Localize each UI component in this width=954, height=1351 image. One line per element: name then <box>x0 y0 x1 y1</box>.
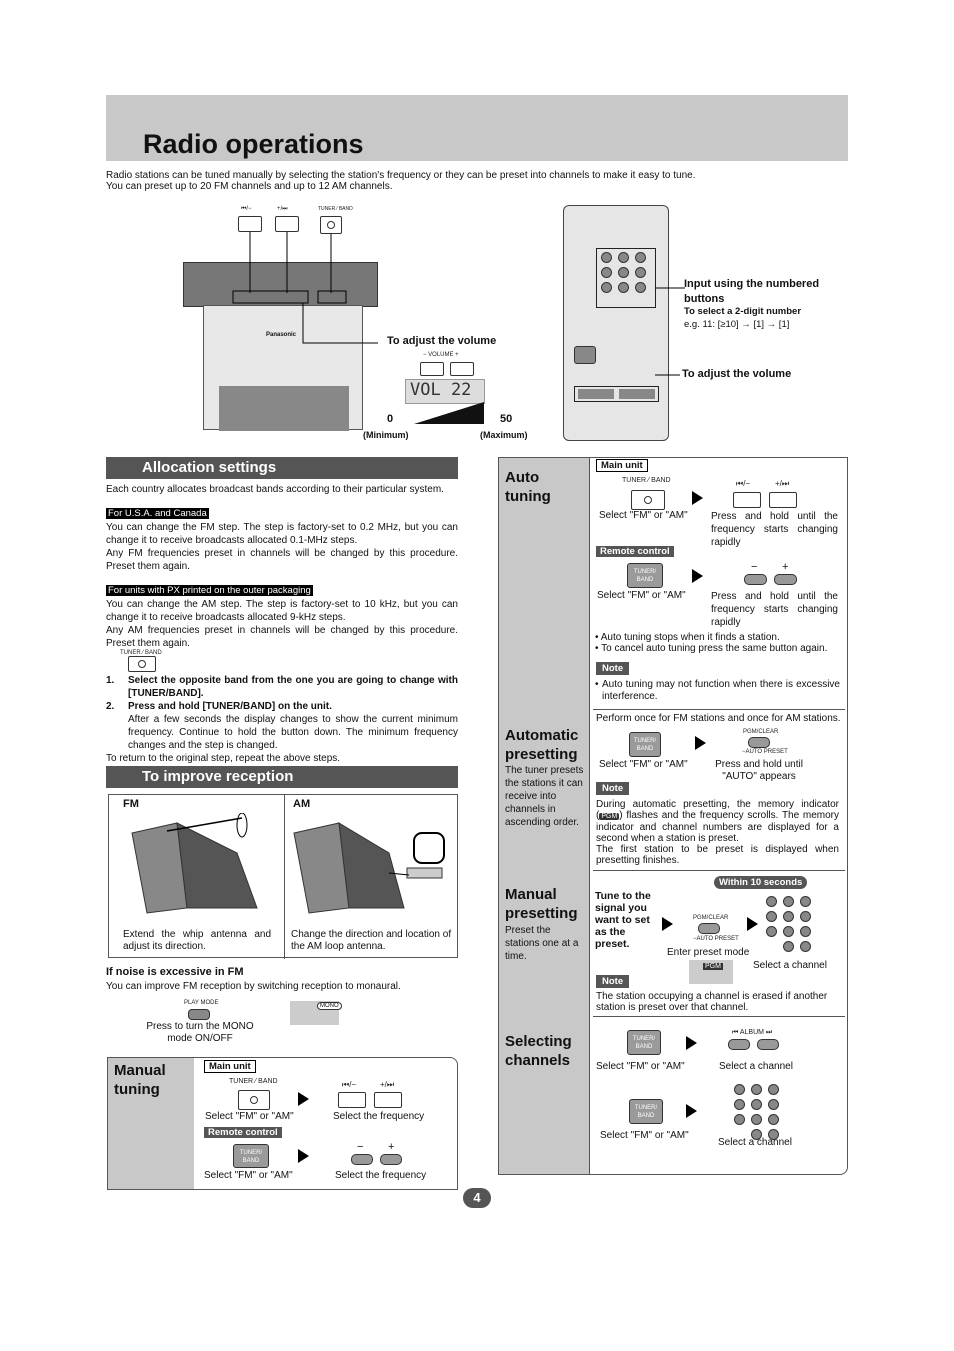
auto-tuning-title: Auto tuning <box>505 469 551 505</box>
ap-note-text: During automatic presetting, the memory indicator ( PGM ) flashes and the frequency scrolls. The memory indicator and channel numbers are displayed for a second when a station is preset. The first station to be preset is displayed when presetting finishes. <box>596 799 839 866</box>
ap-pgm-clear-label: PGM/CLEAR <box>743 729 779 735</box>
remote-vol-down[interactable] <box>578 389 614 399</box>
reception-heading: To improve reception <box>106 766 458 788</box>
fm-label: FM <box>123 798 139 810</box>
at-arrow-1 <box>692 491 703 505</box>
numbered-buttons-label: Input using the numbered buttons <box>684 278 820 305</box>
mt-frequency-1: Select the frequency <box>333 1111 425 1122</box>
at-remote-tuner-button[interactable]: TUNER/ BAND <box>627 563 663 588</box>
at-remote-plus-button[interactable] <box>774 574 797 585</box>
mt-remote-tuner-button[interactable]: TUNER/ BAND <box>233 1144 269 1168</box>
intro-text <box>106 170 848 192</box>
sc-channel-1: Select a channel <box>719 1061 793 1072</box>
at-bullet-1: • Auto tuning stops when it finds a station. <box>595 632 780 643</box>
at-skip-fwd-label: +/⏭ <box>775 479 790 488</box>
fm-caption: Extend the whip antenna and adjust its direction. <box>123 929 271 952</box>
noise-text: You can improve FM reception by switching reception to monaural. <box>106 981 401 992</box>
sc-arrow-2 <box>686 1104 697 1118</box>
px-paragraph-2: Any AM frequencies preset in channels will be changed by this procedure. Preset them again. <box>106 625 458 649</box>
manual-preset-title: Manual presetting <box>505 886 578 922</box>
mt-skip-back-label: ⏮/− <box>342 1080 357 1089</box>
tuner-band-label: TUNER ⁄ BAND <box>318 206 353 212</box>
intro-line-1: Radio stations can be tuned manually by selecting the station's frequency or they can be preset into channels to make it easy to tune. <box>106 170 696 181</box>
mt-remote-minus-button[interactable] <box>351 1154 373 1165</box>
max-label: (Maximum) <box>480 430 528 440</box>
usa-tag: For U.S.A. and Canada <box>108 508 207 519</box>
at-plus: + <box>782 561 789 573</box>
min-label: (Minimum) <box>363 430 409 440</box>
two-digit-label: To select a 2-digit number <box>684 306 802 317</box>
mt-minus: − <box>357 1141 364 1153</box>
remote-volume-box <box>574 386 659 402</box>
at-select-2: Select "FM" or "AM" <box>597 590 686 601</box>
mp-pgm-indicator: PGM <box>705 963 721 970</box>
mt-frequency-2: Select the frequency <box>335 1170 427 1181</box>
two-digit-example: e.g. 11: [≥10] → [1] → [1] <box>684 319 790 330</box>
mt-select-2: Select "FM" or "AM" <box>204 1170 293 1181</box>
ap-select: Select "FM" or "AM" <box>599 759 688 770</box>
remote-control-figure <box>563 205 669 441</box>
remote-volume-label: To adjust the volume <box>682 368 792 380</box>
step-2-detail: After a few seconds the display changes to show the current minimum frequency. Continue to hold the button down. The minimum frequency changes and the step is changed. <box>128 714 458 751</box>
unit-base <box>219 386 349 431</box>
mp-number-keypad[interactable] <box>763 894 817 954</box>
mp-note-label: Note <box>596 975 629 988</box>
play-mode-label: PLAY MODE <box>184 1000 219 1006</box>
allocation-section <box>106 483 458 765</box>
sc-number-keypad[interactable] <box>731 1082 785 1142</box>
mp-auto-preset-label: −AUTO PRESET <box>693 936 739 942</box>
volume-ramp <box>414 402 484 424</box>
noise-heading: If noise is excessive in FM <box>106 966 244 978</box>
remote-vol-up[interactable] <box>619 389 655 399</box>
at-minus: − <box>751 561 758 573</box>
volume-display: VOL 22 <box>405 379 485 404</box>
mp-select-channel: Select a channel <box>753 960 827 971</box>
at-remote-label: Remote control <box>596 546 674 557</box>
mt-skip-fwd-label: +/⏭ <box>380 1080 395 1089</box>
mono-display <box>290 1001 339 1025</box>
sc-album-up-button[interactable] <box>757 1039 779 1050</box>
at-note-text: • Auto tuning may not function when there is excessive interference. <box>595 679 840 702</box>
mt-remote-label: Remote control <box>204 1127 282 1138</box>
at-note-label: Note <box>596 662 629 675</box>
manual-tuning-title: Manual tuning <box>114 1062 166 1098</box>
step-2: 2. Press and hold [TUNER/BAND] on the unit. <box>106 701 332 712</box>
usa-paragraph-2: Any FM frequencies preset in channels will be changed by this procedure. Preset them again. <box>106 548 458 572</box>
mt-main-unit-label: Main unit <box>204 1060 256 1073</box>
main-unit-figure <box>183 205 378 430</box>
sc-arrow-1 <box>686 1036 697 1050</box>
manual-tuning-side <box>108 1058 194 1189</box>
sc-select-2: Select "FM" or "AM" <box>600 1130 689 1141</box>
mono-indicator: MONO <box>317 1002 342 1010</box>
sc-tuner-button-1[interactable]: TUNER/ BAND <box>627 1030 661 1055</box>
sc-select-1: Select "FM" or "AM" <box>596 1061 685 1072</box>
at-tuner-band-button[interactable] <box>631 490 665 510</box>
manual-preset-side-text: Preset the stations one at a time. <box>505 925 579 962</box>
am-loop-antenna-illustration <box>289 813 454 923</box>
alloc-tuner-band-button[interactable] <box>128 656 156 672</box>
sc-tuner-button-2[interactable]: TUNER/ BAND <box>629 1099 663 1124</box>
reception-figure-box <box>108 794 458 958</box>
page-number: 4 <box>463 1188 491 1208</box>
volume-max-value: 50 <box>500 413 513 425</box>
selecting-title: Selecting channels <box>505 1033 572 1069</box>
within-10-seconds-badge: Within 10 seconds <box>714 876 807 889</box>
title-banner <box>106 95 848 161</box>
mp-pgm-clear-button[interactable] <box>698 923 720 934</box>
mp-enter-preset: Enter preset mode <box>667 947 750 958</box>
am-label: AM <box>293 798 311 810</box>
at-hold-2: Press and hold until the frequency starts changing rapidly <box>711 591 838 628</box>
sc-channel-2: Select a channel <box>718 1137 792 1148</box>
ap-hold: Press and hold until "AUTO" appears <box>715 759 803 782</box>
ap-arrow <box>695 736 706 750</box>
am-caption: Change the direction and location of the AM loop antenna. <box>291 929 452 952</box>
usa-paragraph-1: You can change the FM step. The step is factory-set to 0.2 MHz, but you can change it to receive broadcasts allocated 0.1-MHz steps. <box>106 522 458 546</box>
at-hold-1: Press and hold until the frequency starts changing rapidly <box>711 511 838 548</box>
at-skip-fwd-button[interactable] <box>769 492 797 508</box>
ap-note-label: Note <box>596 782 629 795</box>
at-select-1: Select "FM" or "AM" <box>599 510 688 521</box>
connector-lines <box>183 205 378 355</box>
mp-note-text: The station occupying a channel is erased if another station is preset over that channel. <box>596 991 828 1013</box>
ap-pgm-clear-button[interactable] <box>748 737 770 748</box>
mp-arrow-2 <box>747 917 758 931</box>
allocation-heading: Allocation settings <box>106 457 458 479</box>
px-tag: For units with PX printed on the outer packaging <box>108 585 311 596</box>
play-mode-button[interactable] <box>188 1009 210 1020</box>
at-main-unit-label: Main unit <box>596 459 648 472</box>
volume-min-value: 0 <box>387 413 394 425</box>
mt-tuner-band-button[interactable] <box>238 1090 270 1110</box>
fm-antenna-illustration <box>127 813 277 923</box>
pgm-indicator-icon: PGM <box>601 813 618 820</box>
auto-preset-side-text: The tuner presets the stations it can receive into channels in ascending order. <box>505 765 584 828</box>
return-instructions: To return to the original step, repeat the above steps. <box>106 753 341 764</box>
manual-tuning-box <box>107 1057 458 1190</box>
allocation-lead: Each country allocates broadcast bands according to their particular system. <box>106 484 444 495</box>
at-bullet-2: • To cancel auto tuning press the same button again. <box>595 643 828 654</box>
adjust-volume-label: To adjust the volume <box>387 335 497 347</box>
remote-tuner-band-button[interactable] <box>574 346 596 364</box>
auto-preset-title: Automatic presetting <box>505 727 579 763</box>
px-paragraph-1: You can change the AM step. The step is factory-set to 10 kHz, but you can change it to receive broadcasts allocated 9-kHz steps. <box>106 599 458 623</box>
volume-up-button[interactable] <box>450 362 474 376</box>
mp-arrow-1 <box>662 917 673 931</box>
ap-tuner-button[interactable]: TUNER/ BAND <box>629 732 661 757</box>
volume-down-button[interactable] <box>420 362 444 376</box>
intro-line-2: You can preset up to 20 FM channels and up to 12 AM channels. <box>106 181 393 192</box>
at-arrow-2 <box>692 569 703 583</box>
mp-pgm-clear-label: PGM/CLEAR <box>693 915 729 921</box>
ap-once-text: Perform once for FM stations and once for AM stations. <box>596 713 841 724</box>
mt-select-1: Select "FM" or "AM" <box>205 1111 294 1122</box>
step-1: 1. Select the opposite band from the one you are going to change with [TUNER/BAND]. <box>106 675 458 699</box>
number-keypad <box>598 250 656 295</box>
mt-skip-back-button[interactable] <box>338 1092 366 1108</box>
mp-pgm-display <box>689 960 733 984</box>
right-procedures-box <box>498 457 848 1175</box>
mt-arrow-2 <box>298 1149 309 1163</box>
at-skip-back-button[interactable] <box>733 492 761 508</box>
alloc-tuner-band-label: TUNER ⁄ BAND <box>120 650 162 656</box>
mono-caption: Press to turn the MONO mode ON/OFF <box>146 1021 254 1044</box>
page-title: Radio operations <box>143 129 364 159</box>
skip-fwd-label: +/⏭ <box>277 206 288 212</box>
sc-album-down-button[interactable] <box>728 1039 750 1050</box>
skip-back-label: ⏮/− <box>241 206 252 212</box>
at-tuner-band-label: TUNER ⁄ BAND <box>622 477 671 484</box>
mt-plus: + <box>388 1141 395 1153</box>
ap-auto-preset-label: −AUTO PRESET <box>742 749 788 755</box>
sc-album-label: ⏮ ALBUM ⏭ <box>732 1029 773 1036</box>
at-skip-back-label: ⏮/− <box>736 479 751 488</box>
at-remote-minus-button[interactable] <box>744 574 767 585</box>
mt-skip-fwd-button[interactable] <box>374 1092 402 1108</box>
mt-tuner-band-label: TUNER ⁄ BAND <box>229 1078 278 1085</box>
volume-label: − VOLUME + <box>423 352 459 358</box>
brand-logo: Panasonic <box>266 332 297 338</box>
mt-remote-plus-button[interactable] <box>380 1154 402 1165</box>
mt-arrow-1 <box>298 1092 309 1106</box>
mp-tune-text: Tune to the signal you want to set as the preset. <box>595 890 651 950</box>
